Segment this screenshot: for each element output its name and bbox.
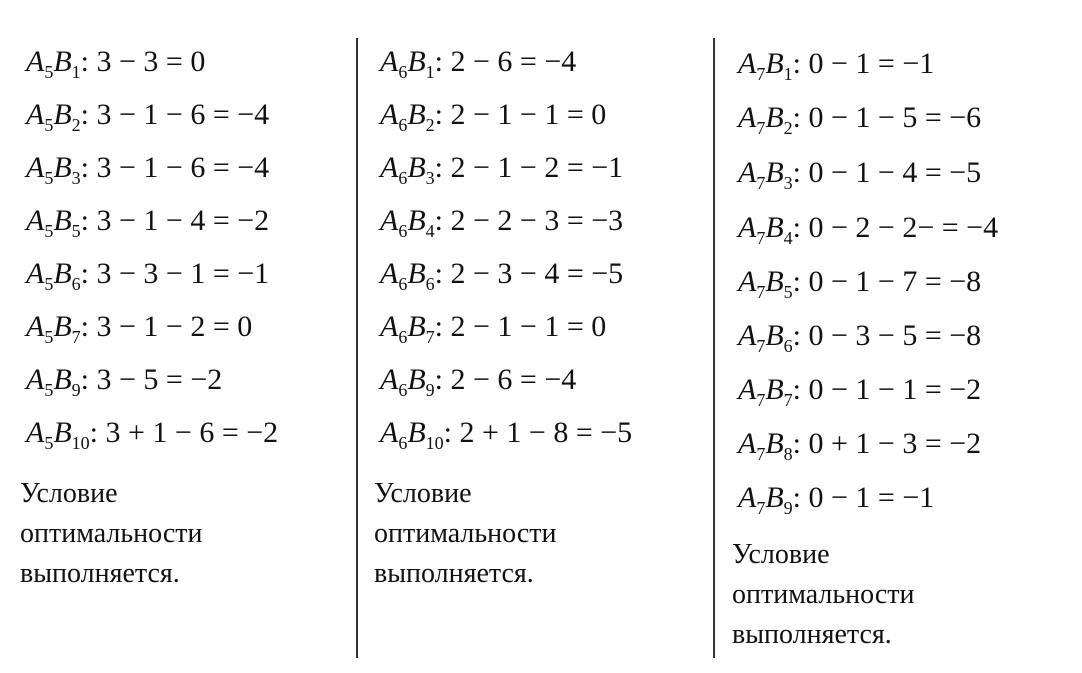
- equation-row: $A_6B_7$: 2 − 1 − 1 = 0: [380, 310, 607, 347]
- equation-row: $A_7B_3$: 0 − 1 − 4 = −5: [738, 156, 982, 193]
- column-divider-2: [713, 38, 715, 658]
- note-line: Условие: [374, 478, 472, 509]
- equation-row: $A_6B_4$: 2 − 2 − 3 = −3: [380, 204, 624, 241]
- equation-row: $A_6B_{10}$: 2 + 1 − 8 = −5: [380, 416, 633, 453]
- column-divider-1: [356, 38, 358, 658]
- note-line: оптимальности: [374, 518, 557, 549]
- equation-row: $A_6B_1$: 2 − 6 = −4: [380, 45, 577, 82]
- note-line: выполняется.: [732, 619, 892, 650]
- note-line: выполняется.: [20, 558, 180, 589]
- equation-row: $A_7B_9$: 0 − 1 = −1: [738, 481, 935, 518]
- equation-row: $A_7B_5$: 0 − 1 − 7 = −8: [738, 265, 982, 302]
- note-line: Условие: [20, 478, 118, 509]
- equation-row: $A_5B_6$: 3 − 3 − 1 = −1: [26, 257, 270, 294]
- equation-row: $A_5B_2$: 3 − 1 − 6 = −4: [26, 98, 270, 135]
- equation-row: $A_5B_5$: 3 − 1 − 4 = −2: [26, 204, 270, 241]
- equation-row: $A_5B_1$: 3 − 3 = 0: [26, 45, 206, 82]
- equation-row: $A_5B_9$: 3 − 5 = −2: [26, 363, 223, 400]
- equation-row: $A_7B_1$: 0 − 1 = −1: [738, 47, 935, 84]
- equation-row: $A_7B_6$: 0 − 3 − 5 = −8: [738, 319, 982, 356]
- optimality-note: [20, 474, 320, 594]
- equation-row: $A_6B_6$: 2 − 3 − 4 = −5: [380, 257, 624, 294]
- equation-row: $A_7B_4$: 0 − 2 − 2− = −4: [738, 211, 999, 248]
- equation-row: $A_5B_{10}$: 3 + 1 − 6 = −2: [26, 416, 279, 453]
- optimality-note: [374, 474, 674, 594]
- equation-row: $A_6B_9$: 2 − 6 = −4: [380, 363, 577, 400]
- equation-row: $A_7B_8$: 0 + 1 − 3 = −2: [738, 427, 982, 464]
- note-line: оптимальности: [732, 579, 915, 610]
- equation-row: $A_7B_2$: 0 − 1 − 5 = −6: [738, 101, 982, 138]
- note-line: оптимальности: [20, 518, 203, 549]
- equation-row: $A_5B_3$: 3 − 1 − 6 = −4: [26, 151, 270, 188]
- note-line: Условие: [732, 539, 830, 570]
- equation-row: $A_6B_2$: 2 − 1 − 1 = 0: [380, 98, 607, 135]
- equation-row: $A_5B_7$: 3 − 1 − 2 = 0: [26, 310, 253, 347]
- equation-row: $A_6B_3$: 2 − 1 − 2 = −1: [380, 151, 624, 188]
- note-line: выполняется.: [374, 558, 534, 589]
- optimality-note: [732, 535, 1032, 655]
- equation-row: $A_7B_7$: 0 − 1 − 1 = −2: [738, 373, 982, 410]
